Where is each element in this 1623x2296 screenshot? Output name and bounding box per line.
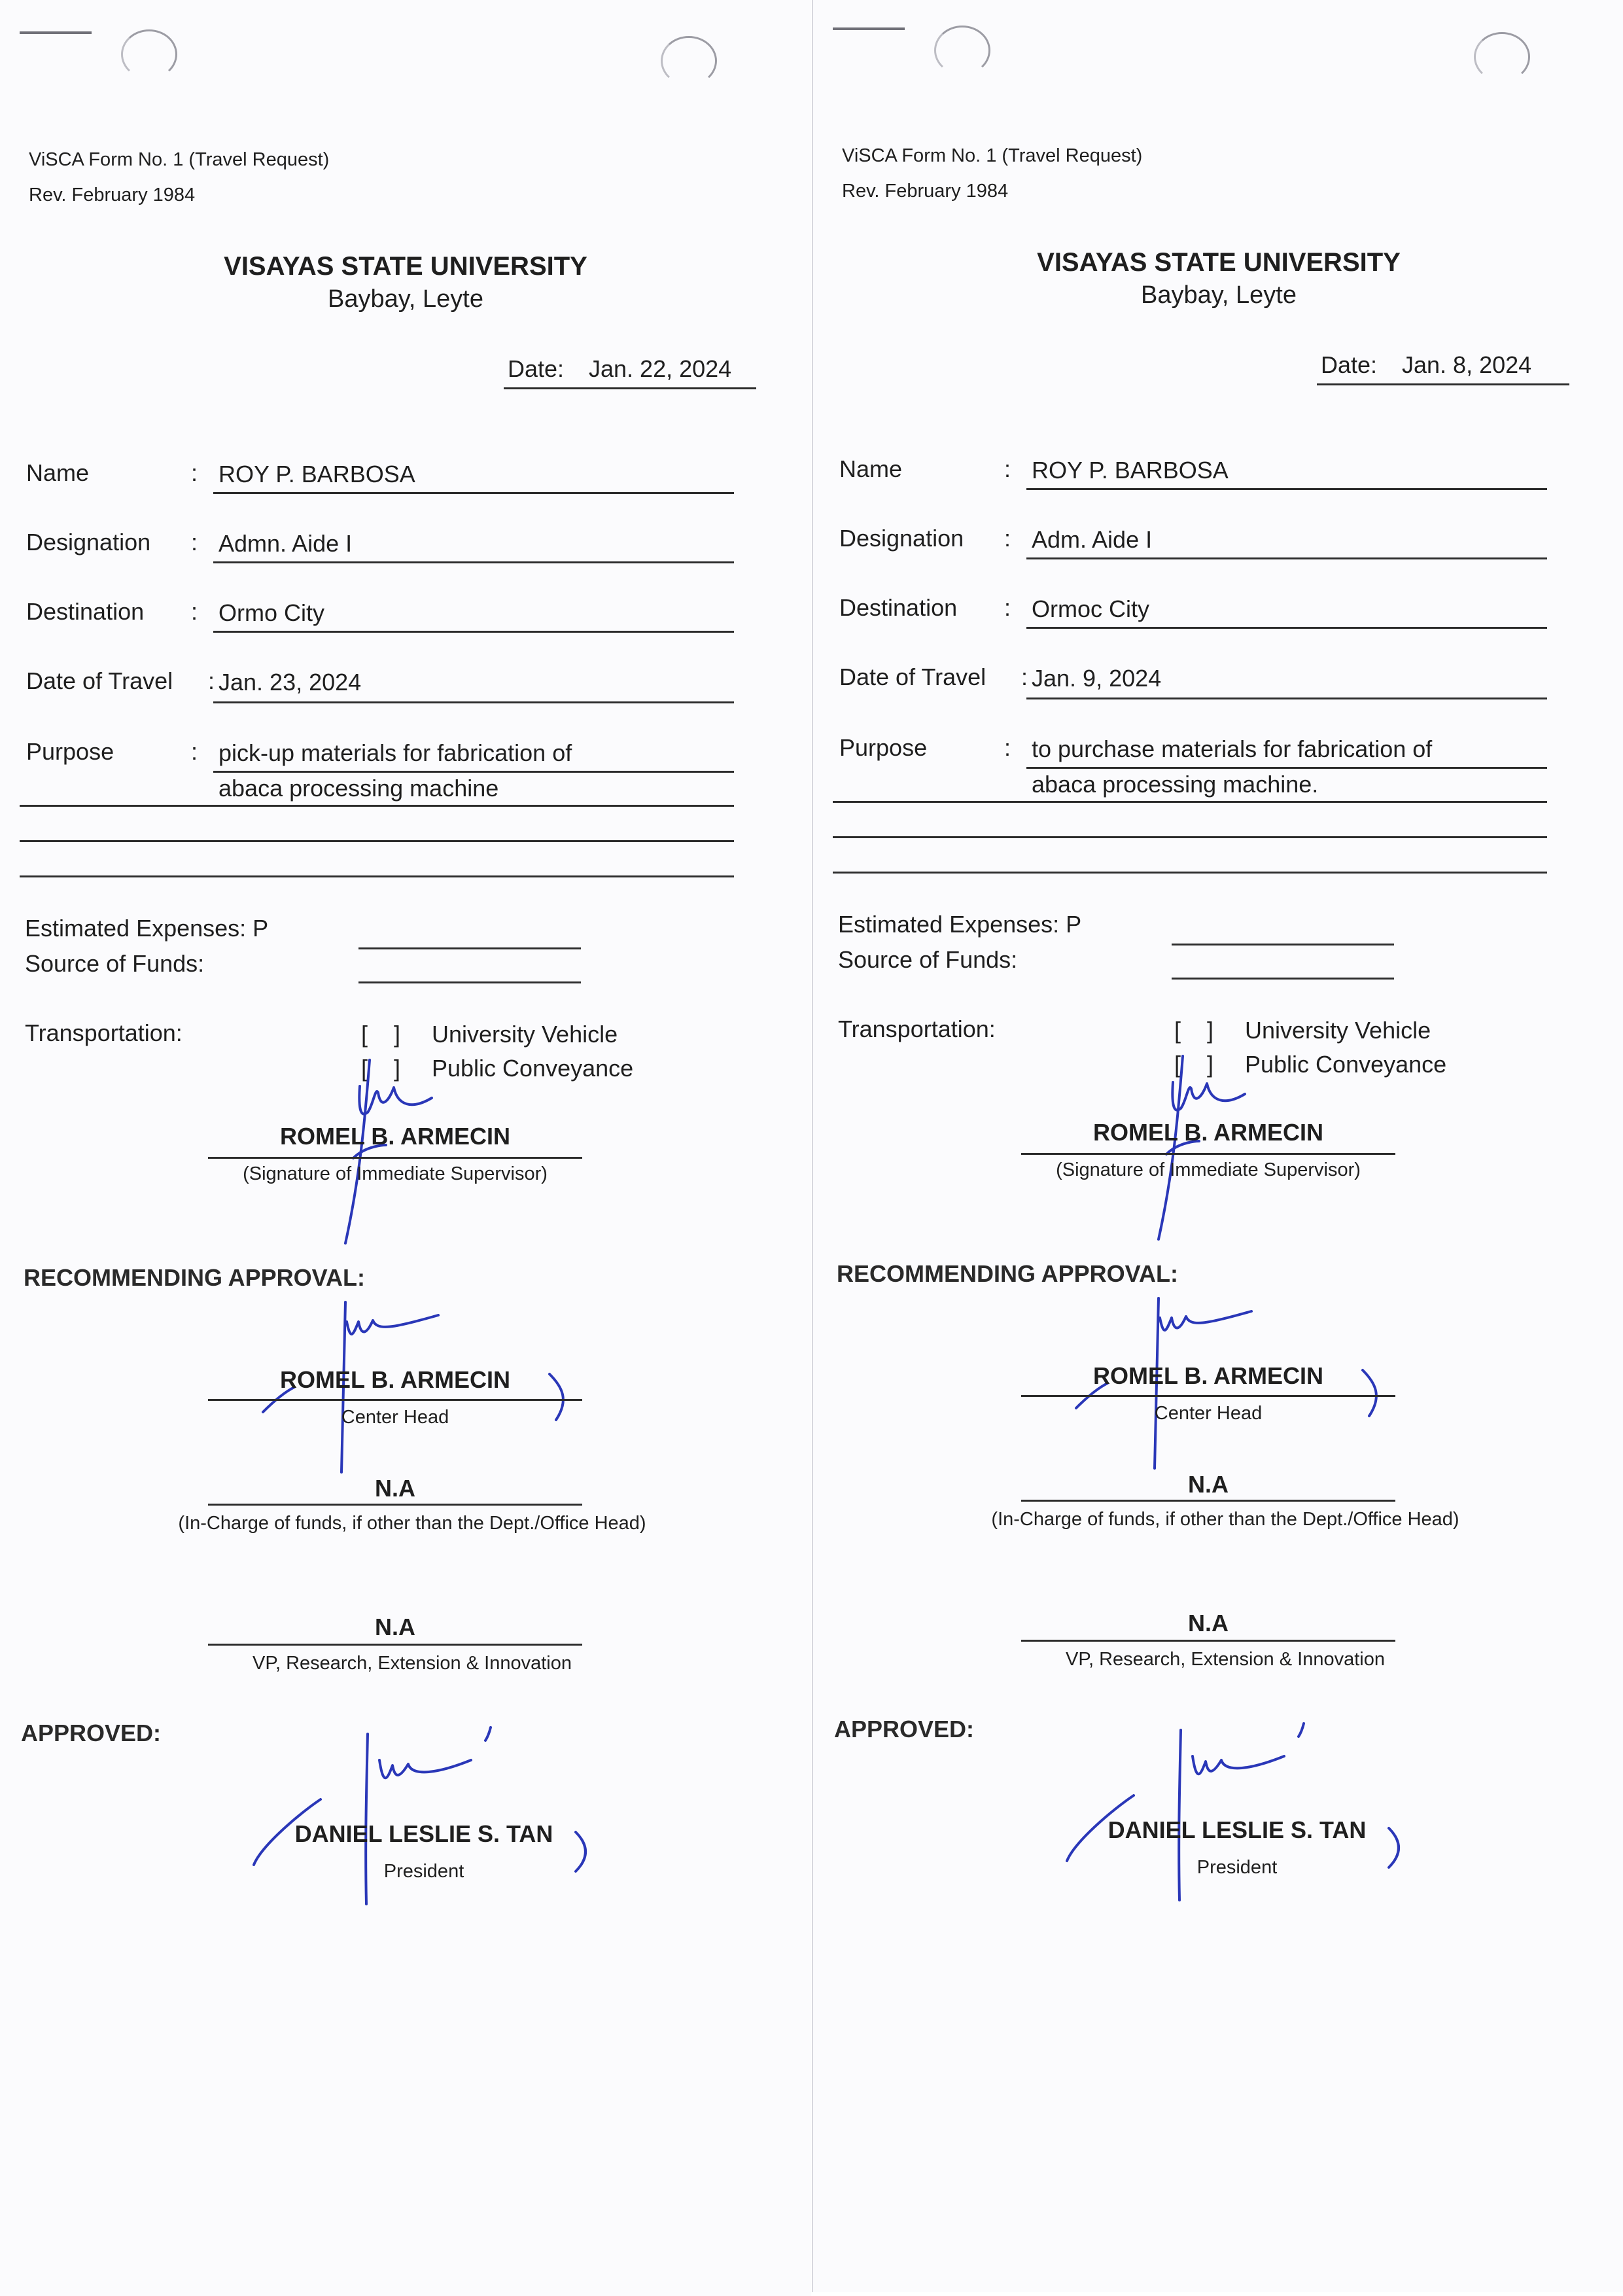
vehicle-checkbox[interactable]: [ ] xyxy=(361,1021,401,1048)
punch-mark xyxy=(20,31,92,34)
name-colon: : xyxy=(191,459,198,486)
university-location: Baybay, Leyte xyxy=(1140,281,1297,309)
designation-label: Designation xyxy=(839,525,964,552)
travel-date-underline xyxy=(1026,698,1547,699)
approved-label: APPROVED: xyxy=(834,1716,975,1742)
date-value[interactable]: Jan. 8, 2024 xyxy=(1402,351,1532,378)
incharge-value: N.A xyxy=(375,1475,415,1502)
public-option-label: Public Conveyance xyxy=(432,1055,634,1082)
center-head-caption: Center Head xyxy=(341,1407,449,1428)
form-number: ViSCA Form No. 1 (Travel Request) xyxy=(29,149,330,170)
destination-label: Destination xyxy=(26,598,145,625)
travel-date-colon: : xyxy=(208,667,215,694)
travel-date-label: Date of Travel xyxy=(839,663,986,690)
public-checkbox[interactable]: [ ] xyxy=(1174,1051,1214,1078)
vehicle-checkbox[interactable]: [ ] xyxy=(1174,1017,1214,1044)
purpose-line-1[interactable]: to purchase materials for fabrication of xyxy=(1032,735,1433,762)
form-revision: Rev. February 1984 xyxy=(29,185,196,205)
expenses-label: Estimated Expenses: P xyxy=(838,911,1082,938)
center-head-line xyxy=(1021,1395,1395,1397)
purpose-line-2[interactable]: abaca processing machine. xyxy=(1032,771,1319,798)
designation-label: Designation xyxy=(26,529,151,556)
name-value[interactable]: ROY P. BARBOSA xyxy=(218,461,415,487)
travel-date-underline xyxy=(213,701,734,703)
vp-line xyxy=(208,1644,582,1646)
travel-request-form-right xyxy=(812,0,1623,2292)
purpose-underline-3 xyxy=(833,836,1547,838)
purpose-label: Purpose xyxy=(839,734,928,761)
center-head-line xyxy=(208,1399,582,1401)
purpose-label: Purpose xyxy=(26,738,114,765)
date-underline xyxy=(504,387,756,389)
president-name: DANIEL LESLIE S. TAN xyxy=(294,1820,553,1847)
university-location: Baybay, Leyte xyxy=(327,285,483,313)
vp-caption: VP, Research, Extension & Innovation xyxy=(253,1653,572,1674)
vehicle-option-label: University Vehicle xyxy=(432,1021,618,1048)
center-head-caption: Center Head xyxy=(1154,1403,1263,1424)
purpose-underline-1 xyxy=(213,771,734,773)
funds-underline[interactable] xyxy=(1172,978,1394,980)
form-number: ViSCA Form No. 1 (Travel Request) xyxy=(842,145,1143,166)
vp-value: N.A xyxy=(1188,1610,1229,1636)
purpose-underline-4 xyxy=(833,872,1547,874)
recommending-label: RECOMMENDING APPROVAL: xyxy=(24,1264,365,1291)
date-label: Date: xyxy=(1321,351,1378,378)
expenses-label: Estimated Expenses: P xyxy=(25,915,269,942)
president-caption: President xyxy=(1196,1857,1278,1878)
destination-label: Destination xyxy=(839,594,958,621)
approved-label: APPROVED: xyxy=(21,1720,162,1746)
vehicle-option-label: University Vehicle xyxy=(1245,1017,1431,1044)
president-name: DANIEL LESLIE S. TAN xyxy=(1108,1816,1367,1843)
purpose-colon: : xyxy=(1004,734,1011,761)
recommending-label: RECOMMENDING APPROVAL: xyxy=(837,1260,1178,1287)
purpose-underline-2 xyxy=(20,805,734,807)
incharge-caption: (In-Charge of funds, if other than the Dept./Office Head) xyxy=(991,1509,1459,1530)
form-revision: Rev. February 1984 xyxy=(842,181,1009,202)
funds-label: Source of Funds: xyxy=(25,950,205,977)
name-colon: : xyxy=(1004,455,1011,482)
designation-underline xyxy=(213,561,734,563)
purpose-line-1[interactable]: pick-up materials for fabrication of xyxy=(218,739,572,766)
punch-mark xyxy=(833,27,905,30)
funds-label: Source of Funds: xyxy=(838,946,1018,973)
purpose-line-2[interactable]: abaca processing machine xyxy=(218,775,499,802)
incharge-caption: (In-Charge of funds, if other than the Dept./Office Head) xyxy=(178,1513,646,1534)
travel-date-value[interactable]: Jan. 23, 2024 xyxy=(218,669,362,696)
supervisor-line xyxy=(1021,1153,1395,1155)
purpose-underline-1 xyxy=(1026,767,1547,769)
center-head-name: ROMEL B. ARMECIN xyxy=(279,1366,510,1393)
designation-underline xyxy=(1026,557,1547,559)
designation-colon: : xyxy=(1004,525,1011,552)
supervisor-name: ROMEL B. ARMECIN xyxy=(279,1123,510,1150)
president-caption: President xyxy=(383,1861,464,1882)
destination-underline xyxy=(213,631,734,633)
punch-hole-right xyxy=(1474,32,1530,82)
name-underline xyxy=(213,492,734,494)
destination-underline xyxy=(1026,627,1547,629)
vp-line xyxy=(1021,1640,1395,1642)
punch-hole-right xyxy=(661,36,717,86)
designation-value[interactable]: Adm. Aide I xyxy=(1032,526,1153,553)
destination-value[interactable]: Ormoc City xyxy=(1032,595,1149,622)
date-value[interactable]: Jan. 22, 2024 xyxy=(589,355,732,382)
purpose-underline-4 xyxy=(20,875,734,877)
purpose-underline-2 xyxy=(833,801,1547,803)
public-option-label: Public Conveyance xyxy=(1245,1051,1447,1078)
university-name: VISAYAS STATE UNIVERSITY xyxy=(1037,248,1401,277)
incharge-line xyxy=(1021,1500,1395,1502)
destination-colon: : xyxy=(1004,594,1011,621)
purpose-colon: : xyxy=(191,738,198,765)
incharge-value: N.A xyxy=(1188,1471,1229,1498)
destination-value[interactable]: Ormo City xyxy=(218,599,324,626)
transport-label: Transportation: xyxy=(25,1019,183,1046)
university-name: VISAYAS STATE UNIVERSITY xyxy=(224,252,587,281)
supervisor-caption: (Signature of Immediate Supervisor) xyxy=(1056,1159,1361,1180)
name-label: Name xyxy=(26,459,90,486)
designation-value[interactable]: Admn. Aide I xyxy=(218,530,353,557)
travel-date-label: Date of Travel xyxy=(26,667,173,694)
expenses-underline[interactable] xyxy=(1172,944,1394,945)
date-label: Date: xyxy=(508,355,565,382)
center-head-name: ROMEL B. ARMECIN xyxy=(1092,1362,1323,1389)
transport-label: Transportation: xyxy=(838,1016,996,1042)
supervisor-line xyxy=(208,1157,582,1159)
name-value[interactable]: ROY P. BARBOSA xyxy=(1032,457,1229,484)
public-checkbox[interactable]: [ ] xyxy=(361,1055,401,1082)
name-underline xyxy=(1026,488,1547,490)
travel-date-colon: : xyxy=(1021,663,1028,690)
punch-hole-left xyxy=(121,29,177,79)
purpose-underline-3 xyxy=(20,840,734,842)
travel-date-value[interactable]: Jan. 9, 2024 xyxy=(1032,665,1162,692)
supervisor-name: ROMEL B. ARMECIN xyxy=(1092,1119,1323,1146)
date-underline xyxy=(1317,383,1569,385)
supervisor-caption: (Signature of Immediate Supervisor) xyxy=(243,1163,548,1184)
vp-value: N.A xyxy=(375,1614,415,1640)
travel-request-form-left xyxy=(0,0,811,2296)
funds-underline[interactable] xyxy=(358,981,581,983)
name-label: Name xyxy=(839,455,903,482)
designation-colon: : xyxy=(191,529,198,556)
vp-caption: VP, Research, Extension & Innovation xyxy=(1066,1649,1385,1670)
incharge-line xyxy=(208,1504,582,1506)
punch-hole-left xyxy=(934,26,990,75)
destination-colon: : xyxy=(191,598,198,625)
expenses-underline[interactable] xyxy=(358,947,581,949)
